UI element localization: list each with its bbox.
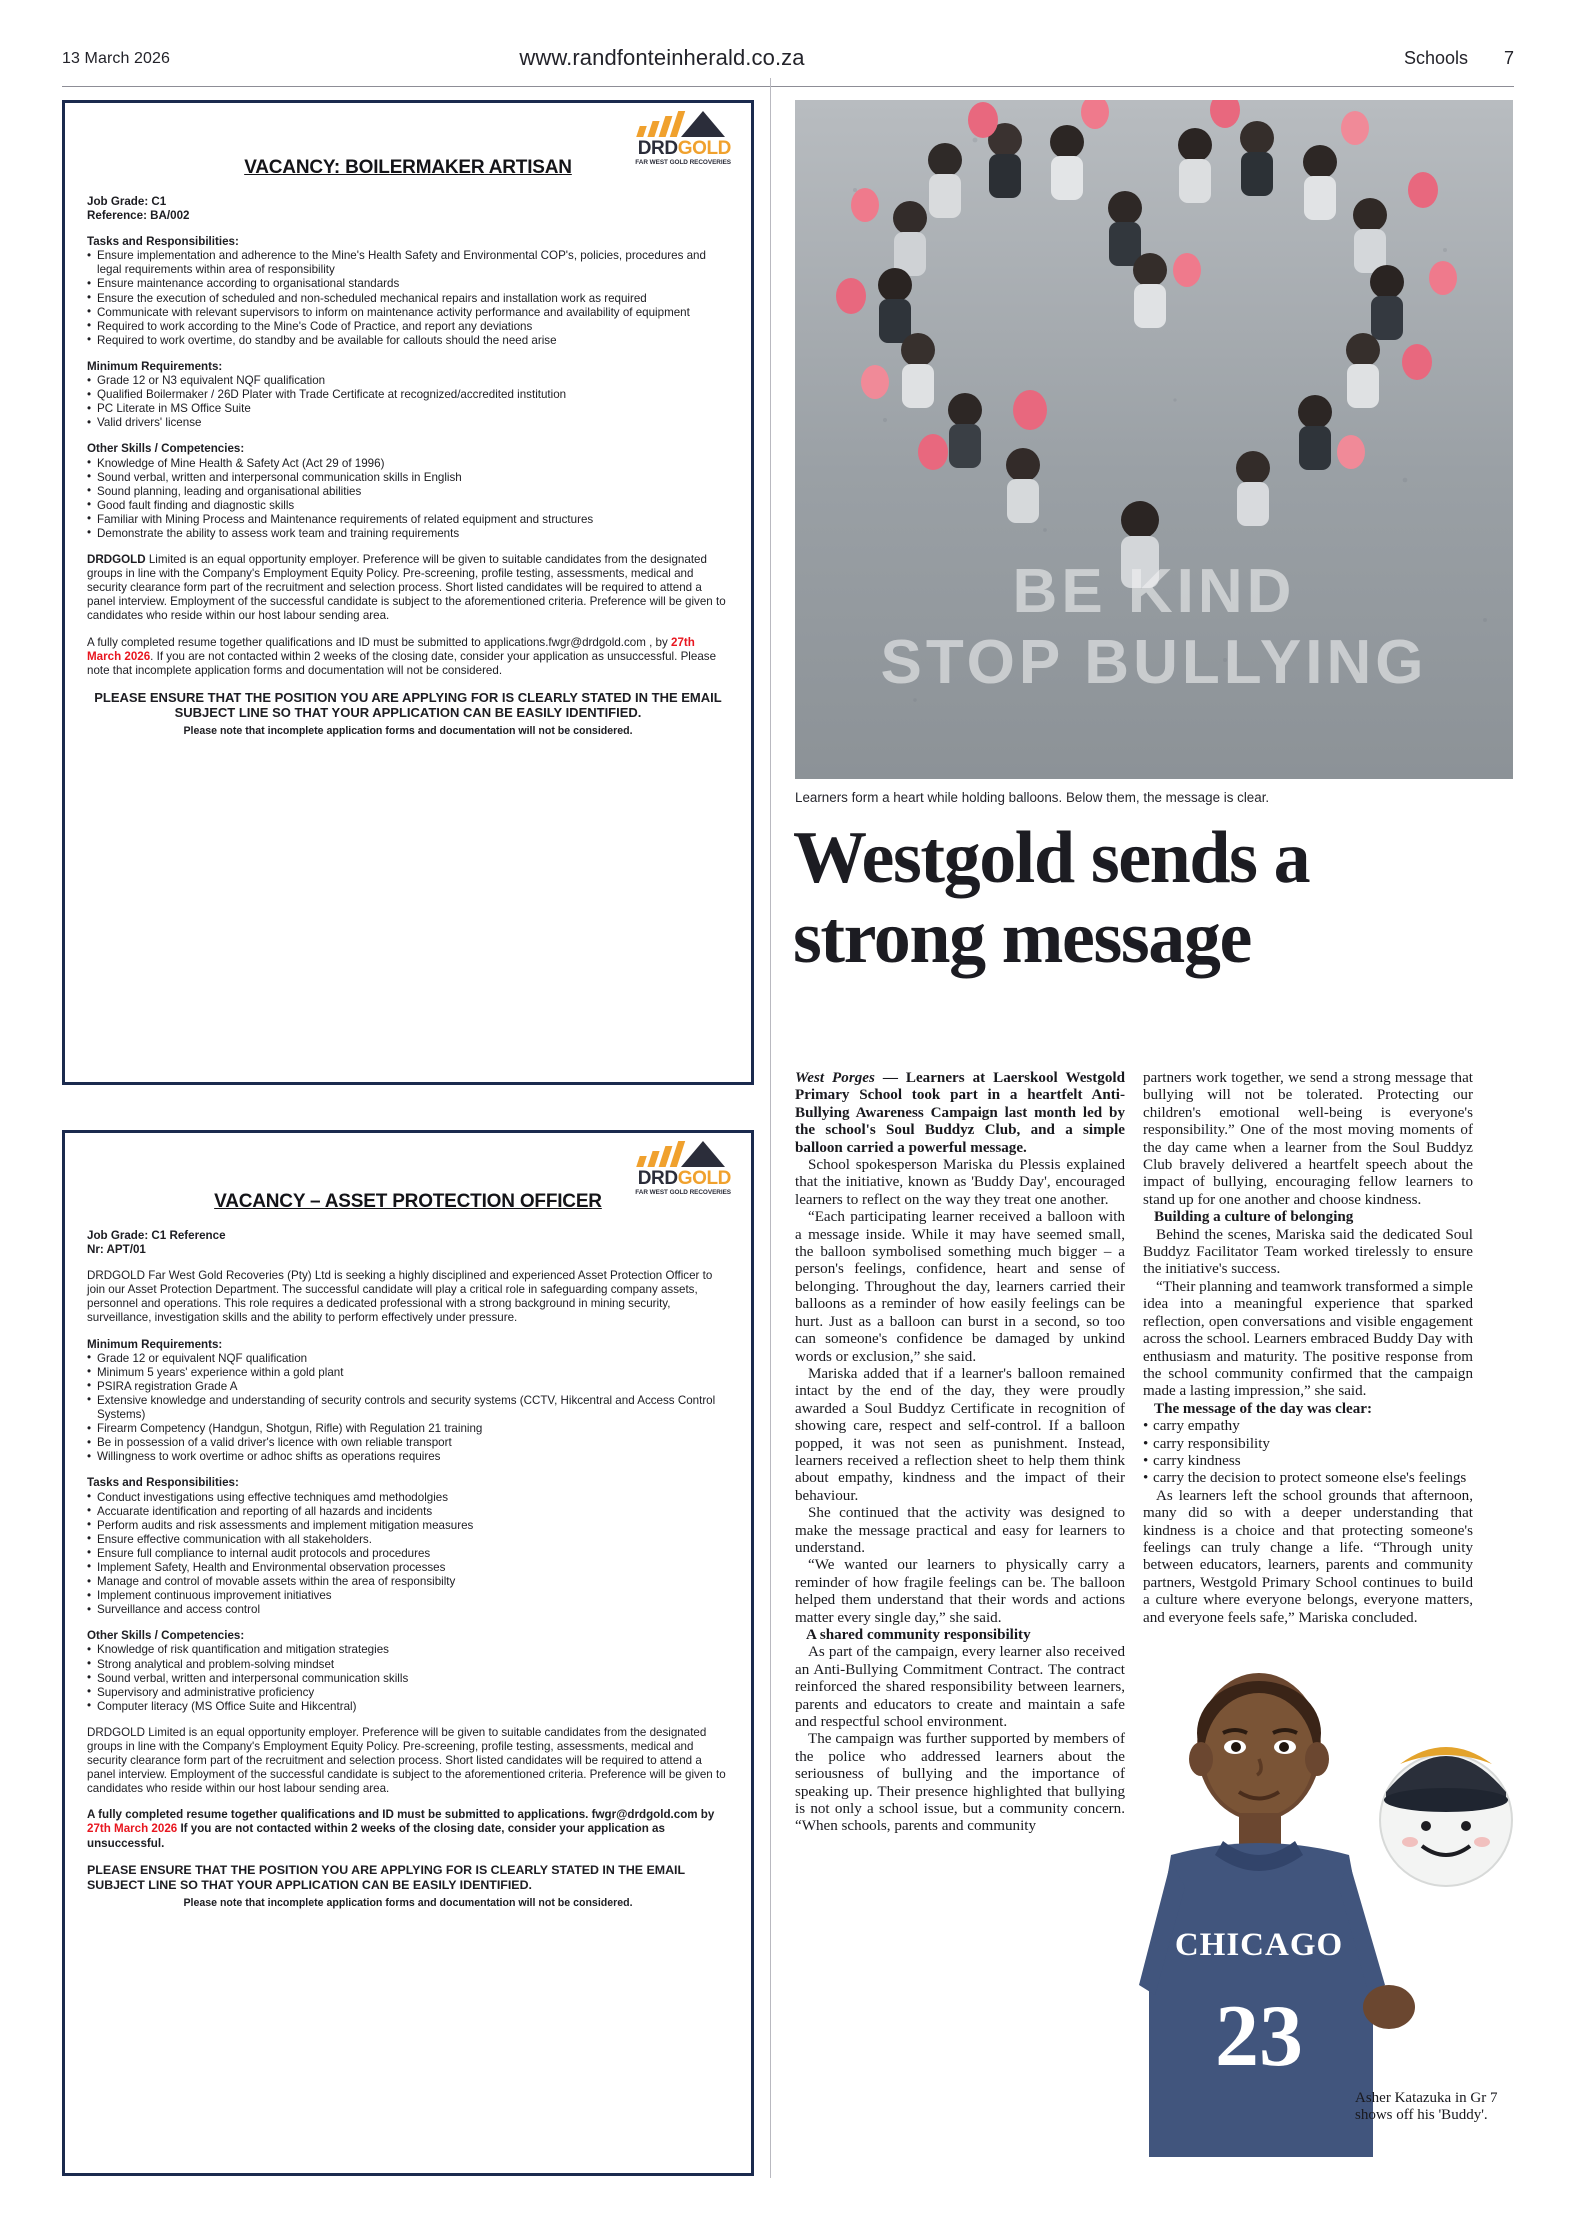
list-item: • Good fault finding and diagnostic skills bbox=[87, 499, 729, 513]
list-item: • PSIRA registration Grade A bbox=[87, 1380, 729, 1394]
photo-illustration bbox=[795, 100, 1513, 779]
issue-date: 13 March 2026 bbox=[62, 50, 171, 67]
stripe-icon bbox=[636, 126, 647, 137]
triangle-icon bbox=[681, 1141, 725, 1167]
list-item: • Firearm Competency (Handgun, Shotgun, Rifle) with Regulation 21 training bbox=[87, 1422, 729, 1436]
subject-line-notice: PLEASE ENSURE THAT THE POSITION YOU ARE APPLYING FOR IS CLEARLY STATED IN THE EMAIL SUBJECT LINE SO THAT YOUR APPLICATION CAN BE EASILY IDENTIFIED. bbox=[87, 1862, 685, 1892]
drdgold-logo bbox=[619, 1141, 731, 1195]
ground-text-line-1: BE KIND bbox=[1012, 557, 1296, 626]
closing-date: 27th March 2026 bbox=[87, 635, 695, 663]
job-grade-block bbox=[87, 1229, 729, 1257]
logo-wordmark bbox=[619, 139, 731, 158]
apply-post-text: . If you are not contacted within 2 weeks of the closing date, consider your application as unsuccessful. Please note that incomplete application forms and documentation will not be considered. bbox=[87, 649, 717, 677]
list-item: • Ensure effective communication with all stakeholders. bbox=[87, 1533, 729, 1547]
list-item: • Knowledge of Mine Health & Safety Act (Act 29 of 1996) bbox=[87, 457, 729, 471]
boy-photo-caption: Asher Katazuka in Gr 7 shows off his 'Buddy'. bbox=[1355, 2090, 1498, 2124]
minimum-requirements-list bbox=[87, 374, 729, 430]
equity-text: Limited is an equal opportunity employer. Preference will be given to suitable candidates from the designated groups in line with the Company's Employment Equity Policy. Pre-screening, profile testing, assessments, medical and security clearance form part of the recruitment and selection process. Short listed candidates will be required to attend a panel interview. Employment of the successful candidate is subject to the aforementioned criteria. Preference will be given to candidates who reside within our host labour sending area. bbox=[87, 553, 726, 623]
paragraph: “We wanted our learners to physically carry a reminder of how fragile feelings can be. The balloon helped them understand that their words and actions matter every single day,” she said. bbox=[795, 1557, 1125, 1626]
paragraph: School spokesperson Mariska du Plessis explained that the initiative, known as 'Buddy Day', encouraged learners to reflect on the way they treat one another. bbox=[795, 1157, 1125, 1208]
other-skills-block bbox=[87, 1629, 729, 1714]
drdgold-logo-mark bbox=[627, 1141, 727, 1167]
photo-caption: Learners form a heart while holding balloons. Below them, the message is clear. bbox=[795, 790, 1270, 805]
job-reference: Reference: BA/002 bbox=[87, 209, 190, 223]
lead-text: — Learners at Laerskool Westgold Primary School took part in a heartfelt Anti-Bullying Awareness Campaign last month led by the school's Soul Buddyz Club, and a simple balloon carried a powerful message. bbox=[795, 1070, 1125, 1156]
list-item: • Perform audits and risk assessments and implement mitigation measures bbox=[87, 1519, 729, 1533]
message-bullet-list bbox=[1143, 1418, 1473, 1488]
list-item: • Computer literacy (MS Office Suite and Hikcentral) bbox=[87, 1700, 729, 1714]
list-item: • Supervisory and administrative proficiency bbox=[87, 1686, 729, 1700]
article-column-right bbox=[1143, 1070, 1473, 1627]
list-item: • Sound verbal, written and interpersonal communication skills in English bbox=[87, 471, 729, 485]
masthead bbox=[62, 44, 1514, 82]
buddy-doll-illustration bbox=[1370, 1700, 1522, 1950]
minimum-requirements-heading: Minimum Requirements: bbox=[87, 1337, 223, 1351]
list-item: • Grade 12 or equivalent NQF qualification bbox=[87, 1352, 729, 1366]
list-item: • Surveillance and access control bbox=[87, 1603, 729, 1617]
triangle-icon bbox=[681, 111, 725, 137]
masthead-divider bbox=[62, 86, 1514, 87]
section-name: Schools bbox=[1403, 48, 1468, 68]
paragraph: As learners left the school grounds that afternoon, many did so with a deeper understanding that kindness is a choice and that protecting someone's feelings can truly change a life. “Through unity between educators, learners, parents and community partners, Westgold Primary School continues to build a culture where everyone belongs, everyone matters, and everyone feels safe,” Mariska concluded. bbox=[1143, 1487, 1473, 1626]
article-column-left bbox=[795, 1070, 1125, 1836]
list-item: • Required to work overtime, do standby and be available for callouts should the need arise bbox=[87, 334, 729, 348]
ad-title: VACANCY: BOILERMAKER ARTISAN bbox=[244, 157, 572, 178]
list-item: • Willingness to work overtime or adhoc shifts as operations requires bbox=[87, 1450, 729, 1464]
other-skills-block bbox=[87, 442, 729, 541]
job-reference: Nr: APT/01 bbox=[87, 1243, 146, 1257]
paragraph: “Each participating learner received a balloon with a message inside. While it may have seemed small, the balloon symbolised something much bigger – a person's feelings, confidence, heart and sense of belonging. Throughout the day, learners carried their balloons as a reminder of how easily feelings can be hurt. Just as a balloon can burst in a second, so too can someone's confidence be damaged by unkind words or exclusion,” she said. bbox=[795, 1209, 1125, 1365]
job-grade: Job Grade: C1 bbox=[87, 195, 167, 208]
vacancy-ad-asset-protection bbox=[62, 1130, 754, 2176]
tasks-block bbox=[87, 1476, 729, 1617]
drdgold-logo bbox=[619, 111, 731, 165]
tasks-block bbox=[87, 235, 729, 348]
paragraph: partners work together, we send a strong message that bullying will not be tolerated. Protecting our children's emotional well-being is everyone's responsibility.” One of the most moving moments of the day came when a learner from the Soul Buddyz Club bravely delivered a heartfelt speech about the impact of bullying, encouraging fellow learners to stand up for one another and choose kindness. bbox=[1143, 1070, 1473, 1208]
buddy-doll-photo bbox=[1370, 1700, 1522, 1950]
article-subheading: The message of the day was clear: bbox=[1154, 1400, 1372, 1417]
page-number: 7 bbox=[1503, 48, 1514, 68]
list-item: • Ensure the execution of scheduled and non-scheduled mechanical repairs and installation work as required bbox=[87, 292, 729, 306]
list-item: • Manage and control of movable assets within the area of responsibilty bbox=[87, 1575, 729, 1589]
logo-word-gold: GOLD bbox=[677, 1168, 731, 1189]
list-item: • Qualified Boilermaker / 26D Plater with Trade Certificate at recognized/accredited institution bbox=[87, 388, 729, 402]
apply-post-text: If you are not contacted within 2 weeks of the closing date, consider your application as unsuccessful. bbox=[87, 1822, 665, 1850]
list-item: • Required to work according to the Mine's Code of Practice, and report any deviations bbox=[87, 320, 729, 334]
logo-wordmark bbox=[619, 1169, 731, 1188]
minimum-requirements-block bbox=[87, 1338, 729, 1465]
application-instructions bbox=[87, 1808, 729, 1850]
minimum-requirements-heading: Minimum Requirements: bbox=[87, 359, 223, 373]
paragraph: “Their planning and teamwork transformed a simple idea into a meaningful experience that sparked reflection, open conversations and visible engagement across the school. Learners embraced Buddy Day with enthusiasm and maturity. The positive response from the school community confirmed that the campaign made a lasting impression,” she said. bbox=[1143, 1278, 1473, 1400]
subject-line-notice: PLEASE ENSURE THAT THE POSITION YOU ARE APPLYING FOR IS CLEARLY STATED IN THE EMAIL SUBJECT LINE SO THAT YOUR APPLICATION CAN BE EASILY IDENTIFIED. bbox=[94, 689, 722, 721]
shirt-team-text: CHICAGO bbox=[1174, 1927, 1344, 1963]
article-subheading: A shared community responsibility bbox=[806, 1627, 1031, 1643]
equity-company: DRDGOLD bbox=[87, 553, 146, 567]
tasks-list bbox=[87, 1491, 729, 1618]
list-item: • Ensure full compliance to internal audit protocols and procedures bbox=[87, 1547, 729, 1561]
tasks-heading: Tasks and Responsibilities: bbox=[87, 235, 239, 249]
article-subheading: Building a culture of belonging bbox=[1154, 1209, 1354, 1226]
ad-title: VACANCY – ASSET PROTECTION OFFICER bbox=[214, 1191, 602, 1212]
paragraph: The campaign was further supported by members of the police who addressed learners about the seriousness of bullying and the importance of speaking up. Their presence highlighted that bullying is not only a school issue, but a community concern. “When schools, parents and community bbox=[795, 1731, 1125, 1835]
list-item: • carry empathy bbox=[1143, 1418, 1473, 1435]
tasks-heading: Tasks and Responsibilities: bbox=[87, 1476, 239, 1490]
list-item: • Extensive knowledge and understanding of security controls and security systems (CCTV, Hikcentral and Access Control Systems) bbox=[87, 1394, 729, 1422]
column-gutter-rule bbox=[770, 78, 771, 2178]
list-item: • carry responsibility bbox=[1143, 1436, 1473, 1453]
other-skills-list bbox=[87, 457, 729, 542]
list-item: • Communicate with relevant supervisors to inform on maintenance activity performance and availability of equipment bbox=[87, 306, 729, 320]
drdgold-logo-mark bbox=[627, 111, 727, 137]
equity-statement bbox=[87, 553, 729, 623]
incomplete-forms-note: Please note that incomplete application forms and documentation will not be considered. bbox=[183, 1896, 633, 1909]
minimum-requirements-list bbox=[87, 1352, 729, 1465]
application-instructions bbox=[87, 636, 729, 678]
stripe-icon bbox=[647, 1151, 659, 1167]
logo-word-gold: GOLD bbox=[677, 138, 731, 159]
list-item: • PC Literate in MS Office Suite bbox=[87, 402, 729, 416]
ad-body bbox=[87, 195, 729, 738]
other-skills-heading: Other Skills / Competencies: bbox=[87, 1629, 245, 1643]
website-url: www.randfonteinherald.co.za bbox=[519, 45, 805, 70]
paragraph: Mariska added that if a learner's balloon remained intact by the end of the day, they were proudly awarded a Soul Buddyz Certificate in recognition of showing care, respect and self-control. If a balloon popped, it was not seen as punishment. Instead, learners received a reflection sheet to help them think about empathy, kindness and the impact of their behaviour. bbox=[795, 1365, 1125, 1504]
stripe-icon bbox=[647, 121, 659, 137]
list-item: • Ensure maintenance according to organisational standards bbox=[87, 277, 729, 291]
article-lead bbox=[795, 1070, 1125, 1157]
ad-body bbox=[87, 1229, 729, 1910]
closing-date: 27th March 2026 bbox=[87, 1822, 178, 1836]
other-skills-heading: Other Skills / Competencies: bbox=[87, 442, 245, 456]
logo-tagline: FAR WEST GOLD RECOVERIES bbox=[635, 159, 731, 166]
article-headline: Westgold sends a strong message bbox=[793, 817, 1310, 979]
list-item: • Familiar with Mining Process and Maintenance requirements of related equipment and structures bbox=[87, 513, 729, 527]
ad-intro-paragraph: DRDGOLD Far West Gold Recoveries (Pty) Ltd is seeking a highly disciplined and experienced Asset Protection Officer to join our Asset Protection Department. The successful candidate will play a critical role in safeguarding company assets, personnel and operations. This role requires a dedicated professional with a strong background in mining security, surveillance, investigation skills and the ability to perform effectively under pressure. bbox=[87, 1269, 713, 1325]
vacancy-ad-boilermaker bbox=[62, 100, 754, 1085]
paragraph: Behind the scenes, Mariska said the dedicated Soul Buddyz Facilitator Team worked tirelessly to ensure the initiative's success. bbox=[1143, 1226, 1473, 1278]
minimum-requirements-block bbox=[87, 360, 729, 430]
list-item: • carry the decision to protect someone else's feelings bbox=[1143, 1470, 1473, 1487]
list-item: • Conduct investigations using effective techniques amd methodolgies bbox=[87, 1491, 729, 1505]
list-item: • Valid drivers' license bbox=[87, 416, 729, 430]
apply-pre-text: A fully completed resume together qualifications and ID must be submitted to applications. fwgr@drdgold.com by bbox=[87, 1808, 715, 1822]
logo-word-drd: DRD bbox=[637, 1168, 678, 1189]
logo-tagline: FAR WEST GOLD RECOVERIES bbox=[635, 1189, 731, 1196]
list-item: • Grade 12 or N3 equivalent NQF qualification bbox=[87, 374, 729, 388]
main-photo bbox=[795, 100, 1513, 779]
list-item: • Knowledge of risk quantification and mitigation strategies bbox=[87, 1643, 729, 1657]
shirt-number: 23 bbox=[1215, 1988, 1303, 2085]
list-item: • Be in possession of a valid driver's licence with own reliable transport bbox=[87, 1436, 729, 1450]
equity-statement: DRDGOLD Limited is an equal opportunity employer. Preference will be given to suitable candidates from the designated groups in line with the Company's Employment Equity Policy. Pre-screening, profile testing, assessments, medical and security clearance form part of the recruitment and selection process. Short listed candidates will be required to attend a panel interview. Employment of the successful candidate is subject to the aforementioned criteria. Preference will be given to candidates who reside within our host labour sending area. bbox=[87, 1725, 726, 1796]
list-item: • Ensure implementation and adherence to the Mine's Health Safety and Environmental COP's, policies, procedures and legal requirements within area of responsibility bbox=[87, 249, 729, 277]
dateline-place: West Porges bbox=[795, 1070, 875, 1086]
logo-word-drd: DRD bbox=[637, 138, 678, 159]
other-skills-list bbox=[87, 1643, 729, 1713]
paragraph: As part of the campaign, every learner also received an Anti-Bullying Commitment Contract. The contract reinforced the shared responsibility between learners, parents and educators to create and maintain a safe and respectful school environment. bbox=[795, 1644, 1125, 1731]
job-grade: Job Grade: C1 Reference bbox=[87, 1229, 226, 1242]
list-item: • Demonstrate the ability to assess work team and training requirements bbox=[87, 527, 729, 541]
job-grade-block bbox=[87, 195, 729, 223]
list-item: • Minimum 5 years' experience within a gold plant bbox=[87, 1366, 729, 1380]
tasks-list bbox=[87, 249, 729, 348]
list-item: • Sound planning, leading and organisational abilities bbox=[87, 485, 729, 499]
list-item: • Accuarate identification and reporting of all hazards and incidents bbox=[87, 1505, 729, 1519]
list-item: • carry kindness bbox=[1143, 1453, 1473, 1470]
apply-pre-text: A fully completed resume together qualifications and ID must be submitted to applications.fwgr@drdgold.com , by bbox=[87, 635, 672, 649]
list-item: • Implement Safety, Health and Environmental observation processes bbox=[87, 1561, 729, 1575]
incomplete-forms-note: Please note that incomplete application forms and documentation will not be considered. bbox=[183, 725, 633, 737]
list-item: • Strong analytical and problem-solving mindset bbox=[87, 1658, 729, 1672]
stripe-icon bbox=[636, 1156, 647, 1167]
paragraph: She continued that the activity was designed to make the message practical and easy for learners to understand. bbox=[795, 1505, 1125, 1556]
ground-text-line-2: STOP BULLYING bbox=[880, 628, 1428, 697]
list-item: • Sound verbal, written and interpersonal communication skills bbox=[87, 1672, 729, 1686]
list-item: • Implement continuous improvement initiatives bbox=[87, 1589, 729, 1603]
